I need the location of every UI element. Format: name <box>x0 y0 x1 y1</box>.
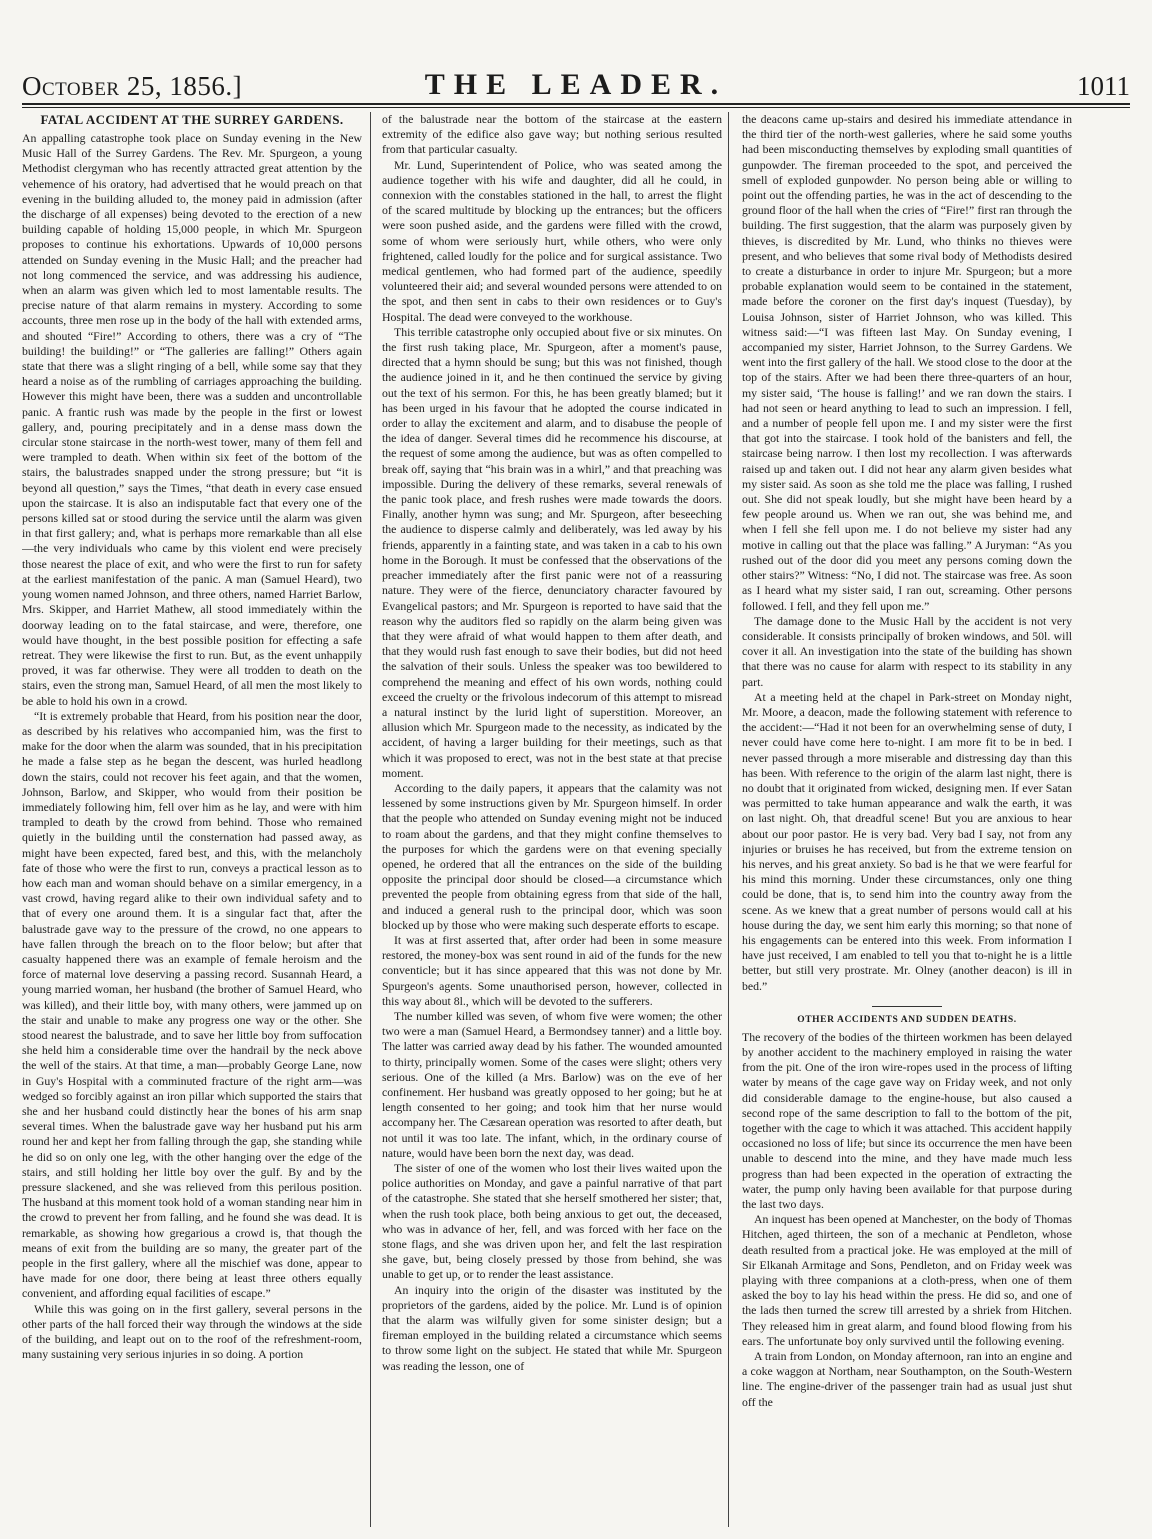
section-subhead: OTHER ACCIDENTS AND SUDDEN DEATHS. <box>797 1014 1017 1025</box>
column-2 <box>382 112 722 1527</box>
article-paragraph: An appalling catastrophe took place on Sunday evening in the New Music Hall of the Surrey Gardens. The Rev. Mr. Spurgeon, a young Methodist clergyman who has recently attracted great attention by the vehemence of his oratory, had advertised that he would preach on that evening in the building alluded to, the money paid in admission (after the discharge of all expenses) being devoted to the erection of a new building capable of holding 15,000 people, in which Mr. Spurgeon proposes to continue his exhortations. Upwards of 10,000 persons attended on Sunday evening in the Music Hall; and the preacher had not long commenced the service, and was addressing his audience, when an alarm was given which led to most lamentable results. The precise nature of that alarm remains in mystery. According to some accounts, three men rose up in the body of the hall with extended arms, and shouted “Fire!” According to others, there was a cry of “The building! the building!” or “The galleries are falling!” Others again state that there was a slight ringing of a bell, while some say that they heard a noise as of the rumbling of carriages approaching the building. However this might have been, there was a sudden and uncontrollable panic. A frantic rush was made by the people in the first or lowest gallery, and, pouring precipitately and in a dense mass down the circular stone staircase in the north-west tower, many of them fell and were trampled to death. When within six feet of the bottom of the stairs, the balustrades snapped under the strong pressure; but “it is beyond all question,” says the Times, “that death in every case ensued upon the staircase. It is also an indisputable fact that every one of the persons killed sat or stood during the service until the alarm was given in that first gallery; and, what is perhaps more remarkable than all else—the very individuals who came by this violent end were precisely those nearest the place of exit, and who were the first to run for safety at the earliest manifestation of the panic. A man (Samuel Heard), two young women named Johnson, and three others, named Harriet Barlow, Mrs. Skipper, and Harriet Mathew, all stood immediately within the doorway leading on to the fatal staircase, and were, therefore, one would have thought, in the best possible position for effecting a safe retreat. They were likewise the first to run. But, as the event unhappily proved, it was far otherwise. They were all trodden to death on the stairs, even the strong man, Samuel Heard, of all men the most likely to be able to hold his own in a crowd. <box>22 131 362 708</box>
column-3 <box>742 112 1072 1527</box>
section-divider <box>872 1006 942 1007</box>
newspaper-title: THE LEADER. <box>424 68 728 101</box>
article-paragraph: While this was going on in the first gallery, several persons in the other parts of the hall forced their way through the windows at the side of the building, and leapt out on to the roof of the refreshment-room, many sustaining very serious injuries in so doing. A portion <box>22 1301 362 1362</box>
article-paragraph: At a meeting held at the chapel in Park-street on Monday night, Mr. Moore, a deacon, made the following statement with reference to the accident:—“Had it not been for an overwhelming sense of duty, I never could have come here to-night. I am more fit to be in bed. I never passed through a more miserable and distressing day than this has been. With reference to the origin of the alarm last night, there is no doubt that it originated from wicked, designing men. If ever Satan was permitted to take human appearance and walk the earth, it was on last night. Oh, that dreadful scene! But you are anxious to hear about our poor pastor. He is very bad. Very bad I say, not from any injuries or bruises he has received, but from the extreme tension on his nerves, and his great anxiety. So bad is he that we were fearful for his mind this morning. Under these circumstances, only one thing could be done, that is, to send him into the country away from the scene. As we knew that a great number of persons would call at his house during the day, we sent him early this morning; so that none of his engagements can be entered into this week. From information I have just received, I am enabled to tell you that to-night he is a little better, but still very prostrate. Mr. Olney (another deacon) is ill in bed.” <box>742 689 1072 993</box>
article-paragraph: The sister of one of the women who lost their lives waited upon the police authorities on Monday, and gave a painful narrative of that part of the catastrophe. She stated that she herself smothered her sister; that, when the rush took place, both being anxious to get out, the deceased, who was in advance of her, fell, and was forced with her face on the stone flags, and she was driven upon her, and felt the last respiration she gave, but, being closely pressed by those from behind, she was unable to get up, or to render the least assistance. <box>382 1161 722 1282</box>
masthead <box>22 64 1130 104</box>
page-number: 1011 <box>1077 71 1130 101</box>
article-paragraph: “It is extremely probable that Heard, from his position near the door, as described by his relatives who accompanied him, was the first to make for the door when the alarm was sounded, that in his precipitation he made a false step as he began the descent, was hurled headlong down the stairs, could not recover his feet again, and that the women, Johnson, Barlow, and Skipper, who would from their position be immediately following him, fell over him as he lay, and were with him trampled to death by the crowd from behind. Those who remained quietly in the building until the consternation had passed away, as might have been expected, fared best, and this, with the melancholy fate of those who were the first to run, conveys a practical lesson as to how each man and woman should behave on a similar emergency, in a vast crowd, having regard alike to their own individual safety and to that of every one around them. It is a singular fact that, after the balustrade gave way to the pressure of the crowd, no one appears to have fallen through the breach on to the floor below; but after that casualty happened there was an example of female heroism and the force of maternal love deserving a passing record. Susannah Heard, a young married woman, her husband (the brother of Samuel Heard, who was killed), and their little boy, with many others, were jammed up on the stair and unable to make any progress one way or the other. She stood nearest the balustrade, and to save her little boy from suffocation she held him a considerable time over the handrail by the neck above the well of the stairs. At that time, a man—probably George Lane, now in Guy's Hospital with a comminuted fracture of the right arm—was wedged so forcibly against an iron pillar which supported the stairs that she and her husband could distinctly hear the bones of his arm snap several times. When the balustrade gave way her husband put his arm round her and kept her from falling through the gap, she standing while he did so on only one leg, with the other hanging over the edge of the stairs, and still holding her little boy over the gulf. By and by the pressure slackened, and she was relieved from this perilous position. The husband at this moment took hold of a woman standing near him in the crowd to prevent her from falling, and he found she was dead. It is remarkable, as showing how gregarious a crowd is, that though the means of exit from the building are so many, the greater part of the people in the first gallery, where all the mischief was done, appear to have made for one door, there being at least three others equally convenient, and affording equal facilities of escape.” <box>22 708 362 1301</box>
article-paragraph: According to the daily papers, it appears that the calamity was not lessened by some instructions given by Mr. Spurgeon himself. In order that the people who attended on Sunday evening might not be induced to roam about the gardens, and that they might confine themselves to the purposes for which the gardens were on that evening specially opened, he ordered that all the entrances on the side of the building opposite the principal door should be closed—a circumstance which prevented the people from obtaining egress from that side of the hall, and induced a general rush to the principal door, which was soon blocked up by those who were making such desperate efforts to escape. <box>382 780 722 932</box>
article-paragraph: Mr. Lund, Superintendent of Police, who was seated among the audience together with his wife and daughter, did all he could, in connexion with the constables stationed in the hall, to arrest the flight of the scared multitude by blocking up the entrances; but the officers were soon pushed aside, and the gardens were filled with the crowd, some of whom were seriously hurt, while others, who were only frightened, called loudly for the police and for surgical assistance. Two medical gentlemen, who had formed part of the audience, speedily volunteered their aid; and several wounded persons were attended to on the spot, and then sent in cabs to their own residences or to Guy's Hospital. The dead were conveyed to the workhouse. <box>382 157 722 324</box>
column-divider <box>370 112 371 1527</box>
article-paragraph: An inquiry into the origin of the disaster was instituted by the proprietors of the gardens, aided by the police. Mr. Lund is of opinion that the alarm was wilfully given for some sinister design; but a fireman employed in the building related a circumstance which seems to throw some light on the subject. He stated that while Mr. Spurgeon was reading the lesson, one of <box>382 1282 722 1373</box>
article-paragraph: The recovery of the bodies of the thirteen workmen has been delayed by another accident to the machinery employed in raising the water from the pit. One of the iron wire-ropes used in the process of lifting water by means of the cage gave way on Friday week, and not only did considerable damage to the engine-house, but also caused a second rope of the same description to fall to the bottom of the pit, together with the cage to which it was attached. This accident happily occasioned no loss of life; but since its occurrence the men have been unable to descend into the mine, and they have made much less progress than had been expected in the operation of extracting the water, the pump only having been available for that purpose during the last two days. <box>742 1029 1072 1212</box>
issue-date: October 25, 1856.] <box>22 71 243 101</box>
article-paragraph: An inquest has been opened at Manchester, on the body of Thomas Hitchen, aged thirteen, the son of a mechanic at Pendleton, whose death resulted from a practical joke. He was employed at the mill of Sir Elkanah Armitage and Sons, Pendleton, and on Friday week was playing with three companions at a cloth-press, when one of them asked the boy to lay his head within the press. He did so, and one of the lads then turned the screw till arrested by a shriek from Hitchen. They released him in great alarm, and found blood flowing from his ears. The unfortunate boy only survived until the following evening. <box>742 1212 1072 1348</box>
column-divider <box>728 112 729 1527</box>
article-paragraph: of the balustrade near the bottom of the staircase at the eastern extremity of the edifice also gave way; but nothing serious resulted from that particular casualty. <box>382 112 722 157</box>
article-paragraph: The damage done to the Music Hall by the accident is not very considerable. It consists principally of broken windows, and 50l. will cover it all. An investigation into the state of the building has shown that there was no cause for alarm with respect to its stability in any part. <box>742 613 1072 689</box>
masthead-rule-thin <box>22 107 1130 108</box>
article-paragraph: The number killed was seven, of whom five were women; the other two were a man (Samuel Heard, a Bermondsey tanner) and a little boy. The latter was carried away dead by his father. The wounded amounted to thirty, principally women. Some of the cases were slight; others very serious. One of the killed (a Mrs. Barlow) was on the eve of her confinement. Her husband was greatly opposed to her going; but he at length consented to her going; and took him that her nurse would accompany her. The Cæsarean operation was resorted to after death, but not until it was too late. The infant, which, in the ordinary course of nature, would have been born the next day, was dead. <box>382 1008 722 1160</box>
column-1 <box>22 112 362 1527</box>
article-paragraph: the deacons came up-stairs and desired his immediate attendance in the third tier of the north-west galleries, where he said some youths had been misconducting themselves by exploding small quantities of gunpowder. The fireman proceeded to the spot, and perceived the smell of exploded gunpowder. No person being able or willing to point out the offending parties, he was in the act of descending to the ground floor of the hall when the cries of “Fire!” first ran through the building. The first suggestion, that the alarm was purposely given by thieves, is discredited by Mr. Lund, who thinks no thieves were present, and who believes that some rival body of Methodists desired to create a disturbance in order to injure Mr. Spurgeon; but a more probable explanation would seem to be contained in the statement, made before the coroner on the first day's inquest (Tuesday), by Louisa Johnson, sister of Harriet Johnson, who was killed. This witness said:—“I was fifteen last May. On Sunday evening, I accompanied my sister, Harriet Johnson, to the Surrey Gardens. We went into the first gallery of the hall. We stood close to the door at the top of the stairs. After we had been there three-quarters of an hour, my sister said, ‘The house is falling!’ and we ran down the stairs. I had not seen or heard anything to lead to such an impression. I fell, and a number of people fell upon me. I and my sister were the first that got into the staircase. I took hold of the banisters and fell, the staircase being narrow. I then lost my recollection. I was afterwards raised up and taken out. I did not hear any alarm given besides what my sister said. As soon as she told me the place was falling, I rushed out. She did not speak loudly, but she might have been heard by a few people around us. When we ran out, she was behind me, and when I fell she fell upon me. I do not believe my sister had any motive in calling out that the place was falling.” A Juryman: “As you rushed out of the door did you meet any persons coming down the other stairs?” Witness: “No, I did not. The staircase was free. As soon as I heard what my sister said, I ran out, screaming. Other persons followed. I fell, and they fell upon me.” <box>742 112 1072 613</box>
article-paragraph: A train from London, on Monday afternoon, ran into an engine and a coke waggon at Northam, near Southampton, on the South-Western line. The engine-driver of the passenger train had as usual just shut off the <box>742 1349 1072 1409</box>
article-headline: FATAL ACCIDENT AT THE SURREY GARDENS. <box>40 112 344 127</box>
masthead-rule <box>22 103 1130 105</box>
article-paragraph: It was at first asserted that, after order had been in some measure restored, the money-box was sent round in aid of the funds for the new conventicle; but it has since appeared that this was not done by Mr. Spurgeon's agents. Some unauthorised person, however, collected in this way about 8l., which will be devoted to the sufferers. <box>382 932 722 1008</box>
article-paragraph: This terrible catastrophe only occupied about five or six minutes. On the first rush taking place, Mr. Spurgeon, after a moment's pause, directed that a hymn should be sung; but this was not finished, though the audience joined in it, and he then continued the service by giving out the text of his sermon. For this, he has been greatly blamed; but it has been urged in his favour that he adopted the course indicated in order to allay the excitement and alarm, and to disabuse the people of the idea of danger. Several times did he recommence his discourse, at the request of some among the audience, but was as often compelled to break off, saying that “his brain was in a whirl,” and that preaching was impossible. During the delivery of these remarks, several renewals of the panic took place, and fresh rushes were made towards the doors. Finally, another hymn was sung; and Mr. Spurgeon, after beseeching the audience to disperse calmly and deliberately, was led away by his friends, apparently in a fainting state, and was taken in a cab to his own home in the Borough. It must be confessed that the observations of the preacher immediately after the first panic were not of a reassuring nature. They were of the fierce, denunciatory character favoured by Evangelical pastors; and Mr. Spurgeon is reported to have said that the reason why the auditors fled so rapidly on the alarm being given was that they were afraid of what would happen to them after death, and that they would rush fast enough to save their bodies, but did not heed the salvation of their souls. Unless the speaker was too bewildered to comprehend the meaning and effect of his own words, nothing could exceed the cruelty or the frivolous indecorum of this attempt to misread a natural instinct by the lurid light of superstition. Moreover, an allusion which Mr. Spurgeon made to the necessity, as indicated by the accident, of having a larger building for their meetings, such as that which it was proposed to erect, was not in the best state at that precise moment. <box>382 324 722 780</box>
